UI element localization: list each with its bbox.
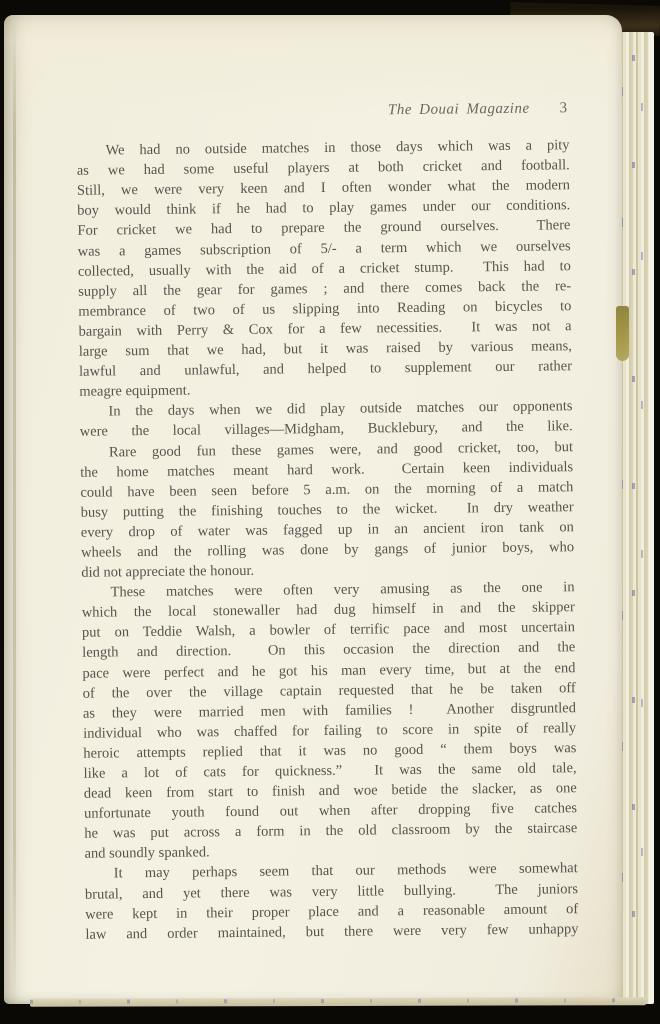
book-bottom-edge-pages: [30, 997, 646, 1007]
text-line: law and order maintained, but there were very few unhappy: [85, 920, 579, 943]
running-header: [76, 98, 569, 124]
paragraph: [81, 577, 577, 864]
text-line: In the days when we did play outside matches our opponents: [108, 398, 573, 420]
text-line: busy putting the finishing touches to the wicket. In dry weather: [80, 498, 574, 521]
text-line: were the local villages—Midgham, Bucklebury, and the like.: [79, 418, 573, 441]
text-line: wheels and the rolling was done by gangs of junior boys, who: [81, 539, 575, 561]
text-line: dead keen from start to finish and woe betide the slacker, as one: [83, 780, 577, 802]
text-line: meagre equipment.: [79, 382, 191, 400]
text-line: which the local stonewaller had dug himself in and the skipper: [81, 599, 575, 622]
text-line: These matches were often very amusing as the one in: [110, 579, 575, 601]
paragraph: [79, 396, 572, 442]
text-line: pace were perfect and he got his man every time, but at the end: [82, 659, 576, 682]
text-line: boy would think if he had to play games under our conditions.: [77, 197, 571, 220]
text-line: put on Teddie Walsh, a bowler of terrific pace and most uncertain: [81, 619, 576, 642]
text-line: length and direction. On this occasion the direction and the: [82, 639, 576, 662]
text-line: heroic attempts replied that it was no good “ them boys was: [83, 740, 577, 762]
text-line: he was put across a form in the old classroom by the staircase: [84, 820, 578, 843]
paragraph: [80, 437, 575, 583]
printed-text-block: [76, 98, 579, 944]
text-line: brutal, and yet there was very little bullying. The juniors: [84, 880, 579, 903]
paragraph: [76, 135, 572, 402]
text-line: lawful and unlawful, and helped to supplement our rather: [78, 358, 573, 380]
text-line: every drop of water was fagged up in an ancient iron tank on: [80, 519, 574, 541]
page-number: 3: [559, 100, 568, 117]
text-line: It may perhaps seem that our methods were somewhat: [113, 860, 578, 882]
text-line: bargain with Perry & Cox for a few necessities. It was not a: [78, 318, 572, 340]
text-line: We had no outside matches in those days which was a pity: [105, 137, 570, 159]
text-line: the home matches meant hard work. Certain keen individuals: [80, 458, 574, 481]
text-line: as they were married men with families ! Another disgruntled: [82, 699, 576, 722]
text-line: For cricket we had to prepare the ground ourselves. There: [77, 217, 571, 240]
text-line: did not appreciate the honour.: [81, 562, 255, 581]
magazine-title: The Douai Magazine: [387, 100, 530, 119]
book-page: [4, 15, 622, 1004]
text-line: Still, we were very keen and I often wonder what the modern: [76, 177, 571, 200]
page-body: [76, 135, 578, 944]
text-line: like a lot of cats for quickness.” It was the same old tale,: [83, 760, 577, 782]
text-line: unfortunate youth found out when after dropping five catches: [83, 800, 578, 822]
text-line: of the over the village captain requested that he be taken off: [82, 679, 576, 702]
paragraph: [85, 859, 579, 945]
text-line: and soundly spanked.: [84, 844, 210, 863]
bookmark-stain: [616, 306, 629, 361]
text-line: supply all the gear for games ; and there comes back the re-: [78, 277, 572, 300]
text-line: individual who was chaffed for failing to score in spite of really: [83, 719, 577, 742]
text-line: membrance of two of us slipping into Reading on bicycles to: [78, 298, 572, 320]
text-line: could have been seen before 5 a.m. on the morning of a match: [80, 478, 574, 501]
text-line: were kept in their proper place and a reasonable amount of: [85, 900, 579, 923]
text-line: large sum that we had, but it was raised by various means,: [78, 338, 572, 360]
text-line: collected, usually with the aid of a cricket stump. This had to: [77, 257, 571, 280]
text-line: was a games subscription of 5/- a term which we ourselves: [77, 237, 571, 260]
text-line: as we had some useful players at both cricket and football.: [76, 157, 570, 179]
text-line: Rare good fun these games were, and good cricket, too, but: [108, 438, 574, 460]
